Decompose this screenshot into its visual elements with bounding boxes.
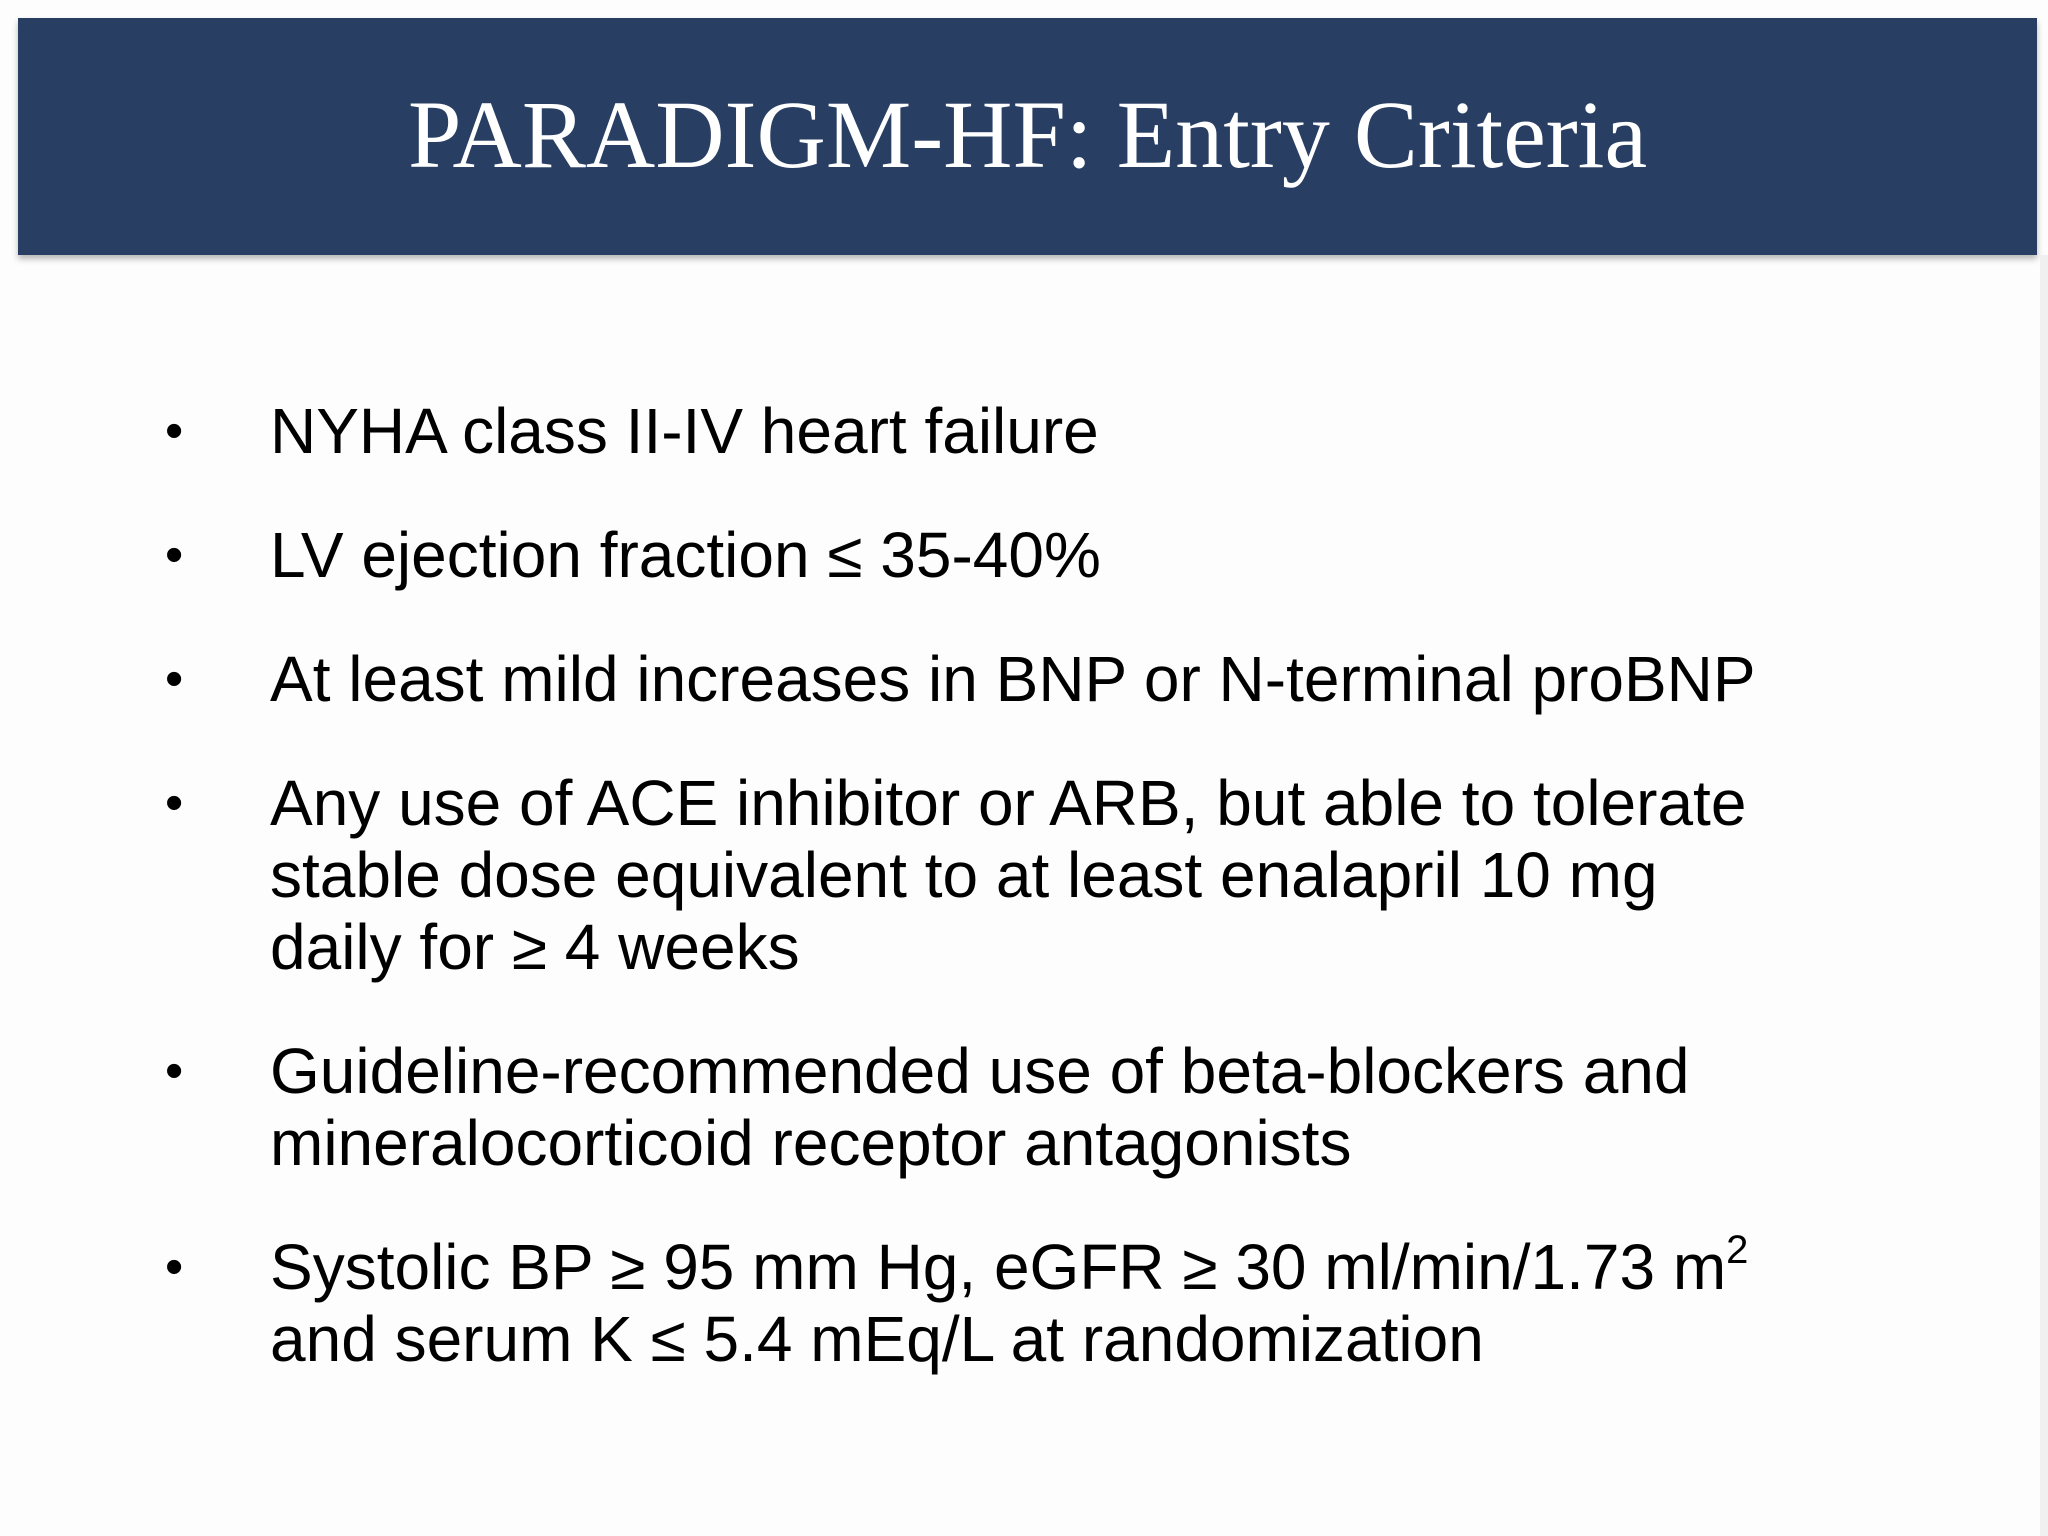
bullet-dot-icon: • xyxy=(165,650,184,708)
bullet-text: Any use of ACE inhibitor or ARB, but able to tolerate stable dose equivalent to at least enalapril 10 mg daily for ≥ 4 weeks xyxy=(270,767,1747,983)
bullet-item xyxy=(160,1228,1960,1375)
bullet-dot-icon: • xyxy=(165,774,184,832)
bullet-dot-icon: • xyxy=(165,526,184,584)
bullet-item xyxy=(160,519,1960,591)
slide-edge xyxy=(2040,255,2048,1536)
superscript: 2 xyxy=(1726,1228,1749,1272)
bullet-item xyxy=(160,643,1960,715)
bullet-text: NYHA class II-IV heart failure xyxy=(270,395,1099,467)
bullet-text: Guideline-recommended use of beta-blockers and mineralocorticoid receptor antagonists xyxy=(270,1035,1690,1179)
bullet-dot-icon: • xyxy=(165,1042,184,1100)
title-bar xyxy=(18,18,2037,255)
bullet-text-line2: and serum K ≤ 5.4 mEq/L at randomization xyxy=(270,1303,1484,1375)
bullet-item xyxy=(160,767,1960,983)
bullet-text: LV ejection fraction ≤ 35-40% xyxy=(270,519,1101,591)
slide-title: PARADIGM-HF: Entry Criteria xyxy=(407,80,1648,188)
bullet-text-line1: Systolic BP ≥ 95 mm Hg, eGFR ≥ 30 ml/min/1.73 m xyxy=(270,1231,1727,1303)
bullet-text: At least mild increases in BNP or N-terminal proBNP xyxy=(270,643,1756,715)
bullet-dot-icon: • xyxy=(165,402,184,460)
bullet-text xyxy=(270,1228,1960,1375)
bullet-dot-icon: • xyxy=(165,1238,184,1296)
bullet-item xyxy=(160,1035,1960,1179)
bullet-item xyxy=(160,395,1960,467)
bullet-list xyxy=(160,395,1960,1427)
